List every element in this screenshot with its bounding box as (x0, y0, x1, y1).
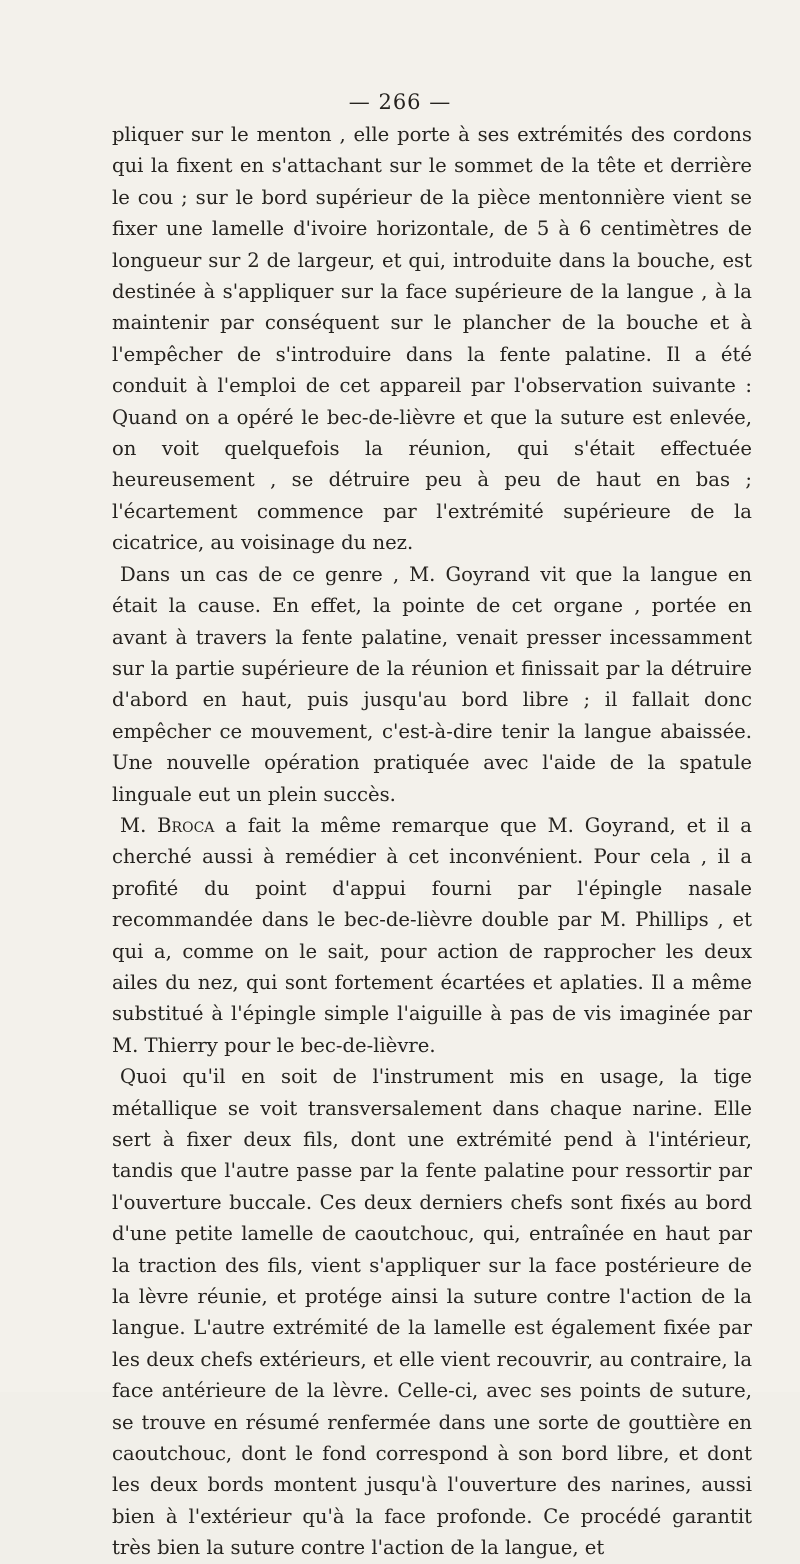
body-text (112, 119, 752, 1564)
paragraph-4: Quoi qu'il en soit de l'instrument mis en usage, la tige métallique se voit transversalement dans chaque narine. Elle sert à fixer deux fils, dont une extrémité pend à l'intérieur, tandis que l'autre passe par la fente palatine pour ressortir par l'ouverture buccale. Ces deux derniers chefs sont fixés au bord d'une petite lamelle de caoutchouc, qui, entraînée en haut par la traction des fils, vient s'appliquer sur la face postérieure de la lèvre réunie, et protége ainsi la suture contre l'action de la langue. L'autre extrémité de la lamelle est également fixée par les deux chefs extérieurs, et elle vient recouvrir, au contraire, la face antérieure de la lèvre. Celle-ci, avec ses points de suture, se trouve en résumé renfermée dans une sorte de gouttière en caoutchouc, dont le fond correspond à son bord libre, et dont les deux bords montent jusqu'à l'ouverture des narines, aussi bien à l'extérieur qu'à la face profonde. Ce procédé garantit très bien la suture contre l'action de la langue, et (112, 1065, 752, 1560)
paragraph-3 (112, 810, 752, 1061)
author-name-broca: Broca (157, 813, 215, 837)
paragraph-3-prefix: M. (120, 813, 158, 837)
page-number-header: — 266 — (348, 90, 452, 114)
paragraph-3-text: a fait la même remarque que M. Goyrand, et il a cherché aussi à remédier à cet inconvénient. Pour cela , il a profité du point d'appui fourni par l'épingle nasale recommandée dans le bec-de-lièvre double par M. Phillips , et qui a, comme on le sait, pour action de rapprocher les deux ailes du nez, qui sont fortement écartées et aplaties. Il a même substitué à l'épingle simple l'aiguille à pas de vis imaginée par M. Thierry pour le bec-de-lièvre. (112, 813, 752, 1057)
paragraph-1: pliquer sur le menton , elle porte à ses extrémités des cordons qui la fixent en s'attachant sur le sommet de la tête et derrière le cou ; sur le bord supérieur de la pièce mentonnière vient se fixer une lamelle d'ivoire horizontale, de 5 à 6 centimètres de longueur sur 2 de largeur, et qui, introduite dans la bouche, est destinée à s'appliquer sur la face supérieure de la langue , à la maintenir par conséquent sur le plancher de la bouche et à l'empêcher de s'introduire dans la fente palatine. Il a été conduit à l'emploi de cet appareil par l'observation suivante : Quand on a opéré le bec-de-lièvre et que la suture est enlevée, on voit quelquefois la réunion, qui s'était effectuée heureusement , se détruire peu à peu de haut en bas ; l'écartement commence par l'extrémité supérieure de la cicatrice, au voisinage du nez. (112, 123, 752, 555)
paragraph-2: Dans un cas de ce genre , M. Goyrand vit que la langue en était la cause. En effet, la pointe de cet organe , portée en avant à travers la fente palatine, venait presser incessamment sur la partie supérieure de la réunion et finissait par la détruire d'abord en haut, puis jusqu'au bord libre ; il fallait donc empêcher ce mouvement, c'est-à-dire tenir la langue abaissée. Une nouvelle opération pratiquée avec l'aide de la spatule linguale eut un plein succès. (112, 562, 752, 806)
